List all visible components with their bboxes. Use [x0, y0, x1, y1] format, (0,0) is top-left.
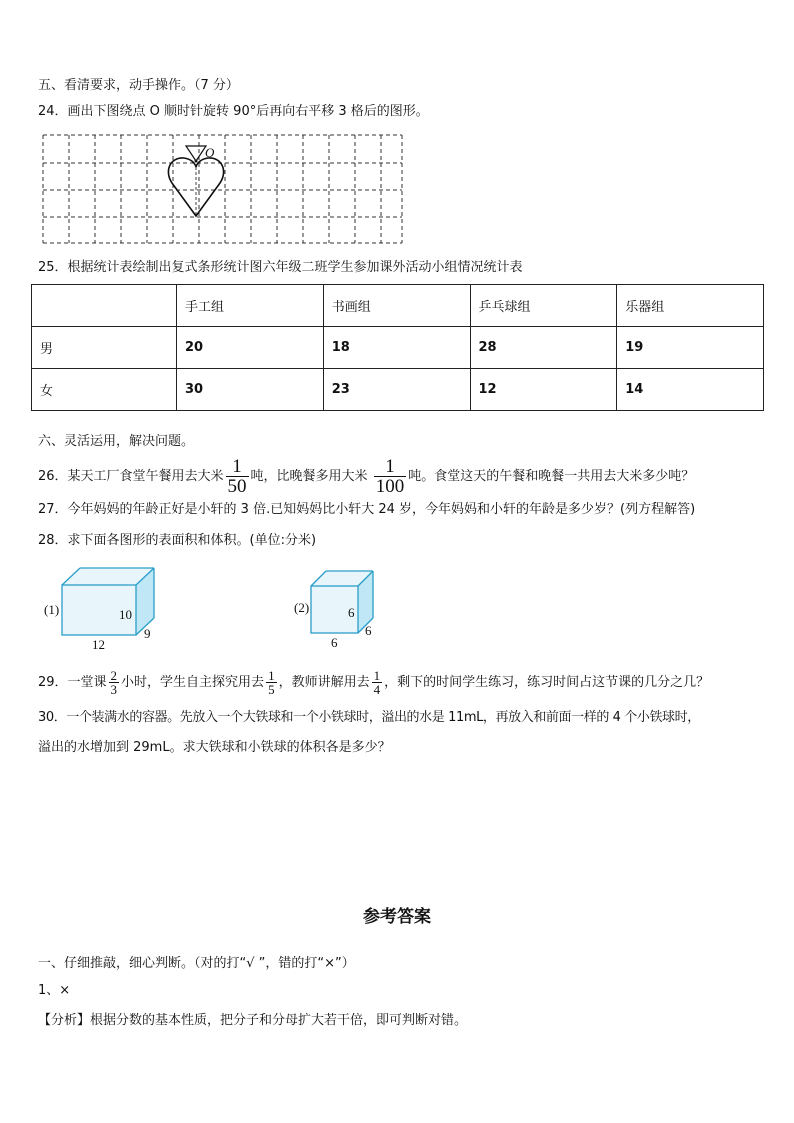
- answers-section-1: 一、仔细推敲，细心判断。（对的打“√ ”，错的打“×”）: [38, 956, 355, 971]
- shape2-length: 6: [331, 635, 338, 650]
- table-cell: 23: [323, 369, 470, 411]
- cuboid-figure-1: [42, 563, 172, 653]
- table-cell: 12: [470, 369, 617, 411]
- fraction: [374, 457, 407, 496]
- stats-table: [31, 284, 764, 411]
- table-cell: 28: [470, 327, 617, 369]
- table-header: 乒乓球组: [470, 285, 617, 327]
- q26-text-1: 26．某天工厂食堂午餐用去大米: [38, 469, 224, 484]
- q26-text-3: 吨。食堂这天的午餐和晚餐一共用去大米多少吨？: [408, 469, 695, 484]
- denominator: 5: [268, 682, 275, 697]
- question-30-line-1: 30．一个装满水的容器。先放入一个大铁球和一个小铁球时，溢出的水是 11mL，再放入和前面一样的 4 个小铁球时，: [38, 710, 700, 725]
- denominator: 50: [227, 476, 247, 497]
- denominator: 100: [375, 476, 405, 497]
- section-5-heading: 五、看清要求，动手操作。（7 分）: [38, 78, 239, 93]
- numerator: 1: [268, 668, 275, 683]
- table-cell: 19: [617, 327, 764, 369]
- table-cell: 男: [32, 327, 177, 369]
- numerator: 2: [110, 668, 118, 683]
- cube-figure-2: [293, 566, 388, 651]
- shape2-label: (2): [294, 600, 310, 615]
- question-24: 24．画出下图绕点 O 顺时针旋转 90°后再向右平移 3 格后的图形。: [38, 104, 429, 119]
- shape1-label: (1): [44, 602, 60, 617]
- shape2-depth: 6: [365, 623, 372, 638]
- fraction: [372, 669, 383, 696]
- point-o-label: O: [205, 145, 215, 160]
- q29-text-4: ，剩下的时间学生练习，练习时间占这节课的几分之几？: [384, 675, 710, 690]
- table-cell: 18: [323, 327, 470, 369]
- q29-text-1: 29．一堂课: [38, 675, 107, 690]
- numerator: 1: [374, 457, 407, 477]
- question-28: 28．求下面各图形的表面积和体积。(单位:分米): [38, 533, 317, 548]
- numerator: 1: [373, 668, 381, 683]
- shape1-height: 10: [119, 607, 132, 622]
- table-cell: 女: [32, 369, 177, 411]
- rotation-grid: [38, 131, 408, 247]
- fraction: [109, 669, 120, 696]
- table-cell: 20: [177, 327, 324, 369]
- question-26: [38, 457, 694, 496]
- question-29: [38, 663, 709, 703]
- section-6-heading: 六、灵活运用，解决问题。: [38, 434, 195, 449]
- question-25: 25．根据统计表绘制出复式条形统计图六年级二班学生参加课外活动小组情况统计表: [38, 260, 523, 275]
- table-cell: 30: [177, 369, 324, 411]
- table-header: 书画组: [323, 285, 470, 327]
- q26-text-2: 吨，比晚餐多用大米: [250, 469, 368, 484]
- shape1-width: 9: [144, 626, 151, 641]
- q29-text-2: 小时，学生自主探究用去: [121, 675, 265, 690]
- table-row: [32, 369, 764, 411]
- table-cell: 14: [617, 369, 764, 411]
- table-cell: [32, 285, 177, 327]
- question-27: 27．今年妈妈的年龄正好是小轩的 3 倍.已知妈妈比小轩大 24 岁，今年妈妈和小轩的年龄是多少岁？(列方程解答): [38, 502, 696, 517]
- shape1-length: 12: [92, 637, 105, 652]
- fraction: [266, 669, 277, 696]
- denominator: 3: [110, 682, 118, 697]
- numerator: 1: [226, 457, 249, 477]
- answers-title: 参考答案: [363, 907, 431, 927]
- denominator: 4: [373, 682, 381, 697]
- table-header-row: [32, 285, 764, 327]
- question-30-line-2: 溢出的水增加到 29mL。求大铁球和小铁球的体积各是多少？: [38, 740, 391, 755]
- answer-1-analysis: 【分析】根据分数的基本性质，把分子和分母扩大若干倍，即可判断对错。: [38, 1013, 468, 1028]
- fraction: [226, 457, 249, 496]
- answer-1: 1、×: [38, 983, 71, 998]
- q29-text-3: ，教师讲解用去: [278, 675, 370, 690]
- table-row: [32, 327, 764, 369]
- shape2-height: 6: [348, 605, 355, 620]
- table-header: 手工组: [177, 285, 324, 327]
- table-header: 乐器组: [617, 285, 764, 327]
